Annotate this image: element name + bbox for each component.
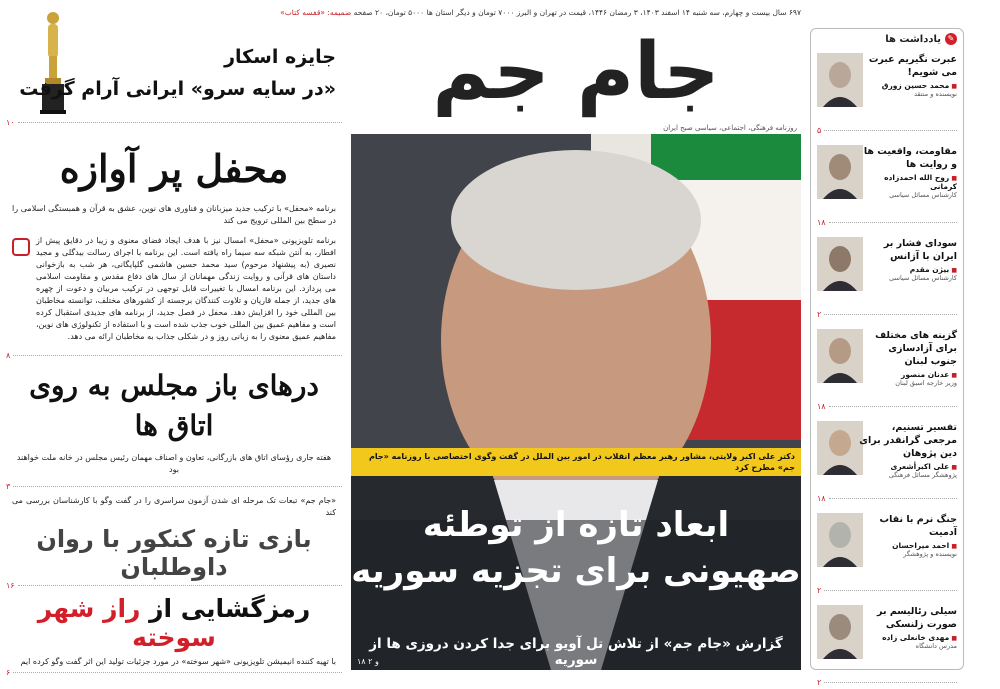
note-item[interactable] (817, 139, 957, 229)
konkur-page-ref[interactable]: ۱۶ (6, 581, 342, 590)
note-title[interactable]: گزینه های مختلف برای آزادسازی جنوب لبنان (875, 330, 957, 367)
note-role: کارشناس مسائل سیاسی (889, 274, 957, 282)
mahfel-page-ref[interactable]: ۸ (6, 351, 342, 360)
note-author: ■ محمد حسین زورق (859, 81, 957, 90)
left-column (6, 6, 342, 677)
masthead[interactable] (351, 24, 801, 134)
mahfel-logo-icon (12, 238, 30, 256)
note-page-ref[interactable]: ۵ (817, 126, 957, 135)
note-text (859, 237, 957, 282)
konkur-lead: «جام جم» تبعات تک مرحله ای شدن آزمون سراسری را در گفت وگو با کارشناسان بررسی می کند (12, 496, 336, 517)
issue-number: ۶۹۷ (788, 8, 801, 17)
author-photo (817, 145, 863, 199)
note-text (859, 421, 957, 479)
author-portrait-icon (817, 329, 863, 383)
note-item[interactable] (817, 599, 957, 689)
note-item[interactable] (817, 231, 957, 321)
main-subhead[interactable]: گزارش «جام جم» از تلاش تل آویو برای جدا کردن دروزی ها از سوریه (369, 636, 783, 668)
author-portrait-icon (817, 145, 863, 199)
note-text (859, 605, 957, 650)
note-role: مدرس دانشگاه (915, 642, 957, 650)
notes-icon: ✎ (945, 33, 957, 45)
note-page-ref[interactable]: ۱۸ (817, 218, 957, 227)
author-photo (817, 237, 863, 291)
shahr-headline-highlight: راز شهر سوخته (37, 594, 216, 652)
author-portrait-icon (817, 513, 863, 567)
note-text (859, 513, 957, 558)
note-role: نویسنده و پژوهشگر (903, 550, 957, 558)
majles-page-ref[interactable]: ۳ (6, 482, 342, 491)
note-author: ■ روح الله احمدزاده کرمانی (859, 173, 957, 191)
issue-line (280, 6, 801, 19)
oscar-story[interactable] (6, 6, 342, 118)
shahr-headline-prefix: رمزگشایی از (140, 594, 311, 623)
org-line: روزنامه فرهنگی، اجتماعی، سیاسی صبح ایران (663, 124, 797, 132)
author-photo (817, 329, 863, 383)
note-item[interactable] (817, 507, 957, 597)
shahr-lead: با تهیه کننده انیمیشن تلویزیونی «شهر سوخته» در مورد جزئیات تولید این اثر گفت وگو کرده ایم (20, 657, 336, 666)
oscar-kicker: جایزه اسکار (224, 46, 336, 68)
notes-header (817, 33, 957, 45)
author-portrait-icon (817, 53, 863, 107)
note-author: ■ مهدی خانعلی زاده (859, 633, 957, 642)
mahfel-body-text: برنامه تلویزیونی «محفل» امسال نیز با هدف ایجاد فضای معنوی و زیبا در دقایق پیش از افطار، به آنتن شبکه سه سیما راه یافته است. این برنامه با اجرای رسالت بیدگلی و مجید نصیری (به پیشنهاد مرحوم) سید محمد حسین هاشمی گلپایگانی، هر شب به بازخوانی داستان های قرآنی و روایت زندگی مهمانان از سال های دفاع مقدس و مقاومت اسلامی می پردازد. این برنامه امسال با تغییرات قابل توجهی در ترکیب مربیان و دعوت از چهره های جدید، از جمله قاریان و تلاوت کنندگان برجسته از کشورهای مختلف، توانسته مخاطبان بین المللی خود را افزایش دهد. محفل در فصل جدید، از برنامه های جدیدی استقبال کرده است و مفاهیم عمیق بین المللی خوب جذب شده است و با استفاده از تکنولوژی های نوین، مفاهیم عمیق معنوی را به زبانی روز و در شکلی جذاب به مخاطبان ارائه می دهد. (36, 236, 336, 341)
oscar-headline: «در سایه سرو» ایرانی آرام گرفت (19, 78, 336, 100)
note-author: ■ عدنان منصور (859, 370, 957, 379)
note-role: وزیر خارجه اسبق لبنان (895, 379, 957, 387)
mahfel-lead: برنامه «محفل» با ترکیب جدید میزبانان و فناوری های نوین، عشق به قرآن و همبستگی اسلامی را در سطح بین المللی ترویج می کند (12, 204, 336, 225)
konkur-headline[interactable]: بازی تازه کنکور با روان داوطلبان (36, 525, 312, 581)
note-page-ref[interactable]: ۲ (817, 586, 957, 595)
author-portrait-icon (817, 421, 863, 475)
note-text (859, 145, 957, 199)
note-title[interactable]: جنگ نرم با نقاب آدمیت (879, 514, 957, 538)
note-author: ■ بیژن مقدم (859, 265, 957, 274)
oscar-page-ref[interactable]: ۱۰ (6, 118, 342, 127)
note-item[interactable] (817, 47, 957, 137)
note-title[interactable]: سودای فشار بر ایران با آژانس (883, 238, 957, 262)
note-item[interactable] (817, 323, 957, 413)
shahr-page-ref[interactable]: ۶ (6, 668, 342, 677)
author-photo (817, 513, 863, 567)
notes-column (810, 28, 964, 687)
note-page-ref[interactable]: ۲ (817, 678, 957, 687)
majles-lead: هفته جاری رؤسای اتاق های بازرگانی، تعاون و اصناف مهمان رئیس مجلس در خانه ملت خواهند بود (16, 453, 332, 474)
author-portrait-icon (817, 605, 863, 659)
note-title[interactable]: سیلی رئالیسم بر صورت زلنسکی (877, 606, 957, 630)
note-page-ref[interactable]: ۱۸ (817, 402, 957, 411)
majles-headline[interactable]: درهای باز مجلس به روی اتاق ها (29, 369, 319, 442)
author-portrait-icon (817, 237, 863, 291)
shahr-headline[interactable] (6, 594, 342, 652)
main-page-ref[interactable]: ۱۸ و ۲ (357, 657, 379, 666)
note-text (859, 329, 957, 387)
note-role: نویسنده و منتقد (914, 90, 957, 98)
mahfel-headline[interactable]: محفل پر آوازه (59, 146, 289, 191)
newspaper-logo: جام جم (432, 27, 720, 117)
author-photo (817, 53, 863, 107)
note-author: ■ احمد میراحسان (859, 541, 957, 550)
note-text (859, 53, 957, 98)
note-author: ■ علی اکبرأشعری (859, 462, 957, 471)
note-role: کارشناس مسائل سیاسی (889, 191, 957, 199)
photo-caption: دکتر علی اکبر ولایتی، مشاور رهبر معظم انقلاب در امور بین الملل در گفت وگوی اختصاصی با روزنامه «جام جم» مطرح کرد (351, 448, 801, 476)
note-title[interactable]: تفسیر تسنیم، مرجعی گرانقدر برای دین پژوهان (859, 422, 957, 459)
author-photo (817, 605, 863, 659)
note-role: پژوهشگر مسائل فرهنگی (888, 471, 957, 479)
note-page-ref[interactable]: ۱۸ (817, 494, 957, 503)
issue-details: سال بیست و چهارم، سه شنبه ۱۴ اسفند ۱۴۰۳، ۳ رمضان ۱۴۴۶، قیمت در تهران و البرز ۷۰۰۰ تومان و دیگر استان ها ۵۰۰۰ تومان، ۲۰ صفحه (353, 8, 787, 17)
note-title[interactable]: مقاومت، واقعیت ها و روایت ها (863, 146, 957, 170)
main-headline[interactable]: ابعاد تازه از توطئه صهیونی برای تجزیه سوریه (351, 505, 801, 591)
notes-label: یادداشت ها (885, 33, 941, 45)
supplement-label[interactable]: ضمیمه: «قفسه کتاب» (280, 8, 352, 17)
author-photo (817, 421, 863, 475)
note-page-ref[interactable]: ۲ (817, 310, 957, 319)
note-item[interactable] (817, 415, 957, 505)
note-title[interactable]: عبرت نگیریم عبرت می شویم! (868, 54, 957, 78)
